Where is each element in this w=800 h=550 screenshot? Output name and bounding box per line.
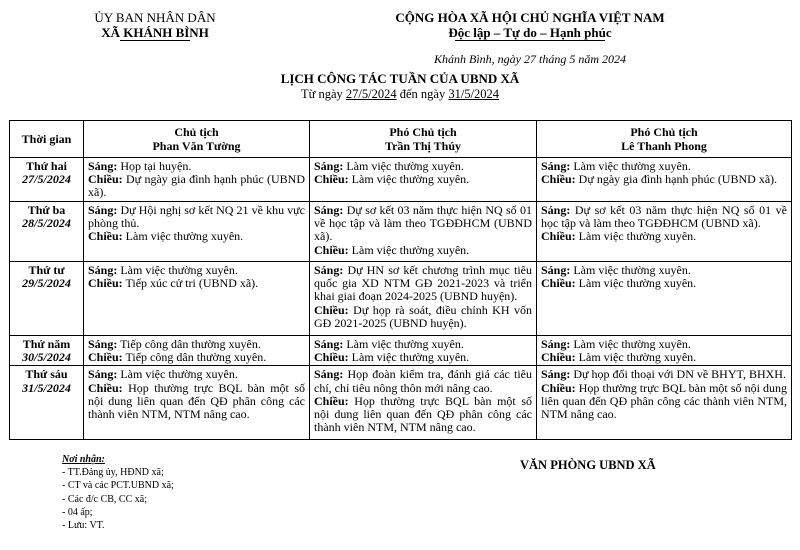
afternoon-entry xyxy=(88,277,305,290)
morning-text: Làm việc thường xuyên. xyxy=(346,159,464,173)
header-vice-chair-2-name: Lê Thanh Phong xyxy=(621,139,707,153)
header-vice-chair-1-name: Trần Thị Thúy xyxy=(384,139,462,153)
afternoon-text: Làm việc thường xuyên. xyxy=(351,172,470,187)
afternoon-text: Dự ngày gia đình hạnh phúc (UBND xã). xyxy=(578,172,778,187)
afternoon-text: Tiếp xúc cử tri (UBND xã). xyxy=(125,276,259,291)
morning-text: Tiếp công dân thường xuyên. xyxy=(120,337,261,351)
schedule-cell xyxy=(84,336,310,366)
morning-label: Sáng: xyxy=(88,367,118,382)
afternoon-label: Chiều: xyxy=(541,380,576,395)
recipients-title: Nơi nhận: xyxy=(62,454,105,465)
schedule-row xyxy=(10,202,792,262)
morning-text: Dự sơ kết 03 năm thực hiện NQ số 01 về học tập và làm theo TGĐĐHCM (UBND xã). xyxy=(541,203,787,231)
afternoon-entry xyxy=(88,351,305,364)
document-title: LỊCH CÔNG TÁC TUẦN CỦA UBND XÃ xyxy=(280,71,520,86)
afternoon-entry xyxy=(314,395,532,435)
header-vice-chair-2-role: Phó Chủ tịch xyxy=(630,125,698,139)
schedule-cell xyxy=(537,202,792,262)
afternoon-label: Chiều: xyxy=(541,350,576,365)
header-time: Thời gian xyxy=(10,121,84,158)
afternoon-label: Chiều: xyxy=(314,393,349,408)
afternoon-entry xyxy=(88,382,305,422)
morning-text: Dự Hội nghị sơ kết NQ 21 về khu vực phòng thủ. xyxy=(88,203,306,231)
document-subtitle xyxy=(0,87,800,101)
afternoon-entry xyxy=(314,304,532,330)
day-cell xyxy=(10,202,84,262)
schedule-cell xyxy=(310,336,537,366)
morning-text: Làm việc thường xuyên. xyxy=(573,337,691,351)
morning-label: Sáng: xyxy=(541,263,571,277)
afternoon-label: Chiều: xyxy=(88,172,123,187)
afternoon-entry xyxy=(314,351,532,364)
issue-date: Khánh Bình, ngày 27 tháng 5 năm 2024 xyxy=(434,52,626,66)
schedule-cell xyxy=(310,262,537,336)
morning-text: Làm việc thường xuyên. xyxy=(346,337,464,351)
recipient-item: - Các đ/c CB, CC xã; xyxy=(62,493,147,505)
day-name: Thứ ba xyxy=(27,203,66,217)
morning-label: Sáng: xyxy=(88,337,118,351)
afternoon-label: Chiều: xyxy=(541,229,576,244)
morning-entry xyxy=(88,204,305,230)
issuer-underline xyxy=(120,40,190,41)
morning-entry xyxy=(541,204,787,230)
day-name: Thứ năm xyxy=(22,337,71,351)
morning-text: Làm việc thường xuyên. xyxy=(120,263,238,277)
morning-text: Làm việc thường xuyên. xyxy=(120,367,238,382)
morning-label: Sáng: xyxy=(314,159,344,173)
schedule-row xyxy=(10,262,792,336)
morning-label: Sáng: xyxy=(314,367,344,382)
afternoon-text: Dự ngày gia đình hạnh phúc (UBND xã). xyxy=(88,172,305,200)
issuer-block xyxy=(60,10,250,41)
morning-label: Sáng: xyxy=(314,263,344,277)
subtitle-to-date: 31/5/2024 xyxy=(448,87,500,101)
afternoon-entry xyxy=(88,230,305,243)
morning-label: Sáng: xyxy=(88,159,118,173)
subtitle-from-date: 27/5/2024 xyxy=(345,87,397,101)
schedule-row xyxy=(10,366,792,440)
issuer-line-2: XÃ KHÁNH BÌNH xyxy=(101,25,209,40)
afternoon-label: Chiều: xyxy=(314,172,349,187)
afternoon-text: Làm việc thường xuyên. xyxy=(351,350,470,365)
schedule-cell xyxy=(84,262,310,336)
afternoon-text: Làm việc thường xuyên. xyxy=(578,276,697,291)
day-cell xyxy=(10,158,84,202)
header-vice-chair-1 xyxy=(310,121,537,158)
schedule-row xyxy=(10,336,792,366)
morning-text: Làm việc thường xuyên. xyxy=(573,159,691,173)
subtitle-middle: đến ngày xyxy=(396,87,449,101)
header-chairman xyxy=(84,121,310,158)
schedule-cell xyxy=(310,202,537,262)
afternoon-label: Chiều: xyxy=(314,350,349,365)
recipient-item: - CT và các PCT.UBND xã; xyxy=(62,480,174,492)
day-date: 28/5/2024 xyxy=(22,216,71,231)
afternoon-text: Làm việc thường xuyên. xyxy=(578,229,697,244)
morning-label: Sáng: xyxy=(88,263,118,277)
afternoon-label: Chiều: xyxy=(541,172,576,187)
afternoon-entry xyxy=(541,230,787,243)
afternoon-entry xyxy=(541,277,787,290)
morning-label: Sáng: xyxy=(314,337,344,351)
day-name: Thứ tư xyxy=(28,263,65,277)
schedule-cell xyxy=(310,158,537,202)
afternoon-entry xyxy=(541,382,787,422)
subtitle-prefix: Từ ngày xyxy=(300,87,346,101)
afternoon-label: Chiều: xyxy=(314,242,349,257)
afternoon-text: Làm việc thường xuyên. xyxy=(578,350,697,365)
schedule-cell xyxy=(537,336,792,366)
schedule-row xyxy=(10,158,792,202)
afternoon-text: Họp thường trực BQL bàn một số nội dung liên quan đến QĐ phân công các thành viên NTM, NTM nâng cao. xyxy=(314,393,533,435)
header-chairman-role: Chủ tịch xyxy=(174,125,219,139)
schedule-cell xyxy=(84,202,310,262)
morning-entry xyxy=(314,368,532,394)
day-cell xyxy=(10,262,84,336)
afternoon-label: Chiều: xyxy=(541,276,576,291)
day-cell xyxy=(10,366,84,440)
schedule-table xyxy=(9,120,792,440)
morning-label: Sáng: xyxy=(541,159,571,173)
national-motto: Độc lập – Tự do – Hạnh phúc xyxy=(448,25,612,40)
afternoon-entry xyxy=(314,244,532,257)
office-signature: VĂN PHÒNG UBND XÃ xyxy=(520,458,656,472)
morning-entry xyxy=(314,204,532,244)
header-chairman-name: Phan Văn Tường xyxy=(152,139,241,153)
afternoon-label: Chiều: xyxy=(88,229,123,244)
day-date: 30/5/2024 xyxy=(22,350,71,365)
day-date: 29/5/2024 xyxy=(22,276,71,291)
afternoon-entry xyxy=(314,173,532,186)
schedule-cell xyxy=(310,366,537,440)
afternoon-text: Làm việc thường xuyên. xyxy=(351,242,470,257)
afternoon-text: Họp thường trực BQL bàn một số nội dung liên quan đến QĐ phân công các thành viên NTM, NTM nâng cao. xyxy=(88,380,306,422)
afternoon-label: Chiều: xyxy=(88,380,123,395)
recipient-item: - TT.Đảng ủy, HĐND xã; xyxy=(62,467,164,479)
recipients-block xyxy=(62,453,174,532)
morning-label: Sáng: xyxy=(541,367,571,382)
afternoon-text: Dự họp rà soát, điều chỉnh KH vốn GĐ 2021-2025 (UBND huyện). xyxy=(314,302,532,330)
day-date: 31/5/2024 xyxy=(22,380,71,395)
table-header-row xyxy=(10,121,792,158)
morning-label: Sáng: xyxy=(541,337,571,351)
morning-text: Làm việc thường xuyên. xyxy=(573,263,691,277)
day-date: 27/5/2024 xyxy=(22,172,71,187)
morning-text: Họp đoàn kiểm tra, đánh giá các tiêu chí, chỉ tiêu nông thôn mới nâng cao. xyxy=(314,367,533,395)
afternoon-text: Làm việc thường xuyên. xyxy=(125,229,244,244)
day-cell xyxy=(10,336,84,366)
afternoon-text: Họp thường trực BQL bàn một số nội dung liên quan đến QĐ phân công các thành viên NTM, NTM nâng cao. xyxy=(541,380,788,422)
morning-text: Dự họp đối thoại với DN về BHYT, BHXH. xyxy=(573,367,786,382)
morning-label: Sáng: xyxy=(88,203,118,217)
schedule-cell xyxy=(537,158,792,202)
afternoon-entry xyxy=(541,351,787,364)
issuer-line-1: ỦY BAN NHÂN DÂN xyxy=(94,10,216,25)
schedule-cell xyxy=(84,158,310,202)
morning-label: Sáng: xyxy=(314,203,344,217)
schedule-cell xyxy=(537,366,792,440)
national-title: CỘNG HÒA XÃ HỘI CHỦ NGHĨA VIỆT NAM xyxy=(395,10,665,25)
afternoon-label: Chiều: xyxy=(88,350,123,365)
afternoon-label: Chiều: xyxy=(314,302,349,317)
morning-label: Sáng: xyxy=(541,203,571,217)
motto-underline xyxy=(455,40,605,41)
morning-entry xyxy=(314,264,532,304)
morning-text: Họp tại huyện. xyxy=(120,159,192,173)
day-name: Thứ sáu xyxy=(25,367,68,382)
afternoon-entry xyxy=(88,173,305,199)
header-vice-chair-1-role: Phó Chủ tịch xyxy=(389,125,457,139)
recipient-item: - Lưu: VT. xyxy=(62,520,105,532)
recipient-item: - 04 ấp; xyxy=(62,506,93,518)
header-vice-chair-2 xyxy=(537,121,792,158)
afternoon-text: Tiếp công dân thường xuyên. xyxy=(125,350,267,365)
national-motto-block xyxy=(340,10,720,41)
schedule-cell xyxy=(84,366,310,440)
schedule-cell xyxy=(537,262,792,336)
afternoon-label: Chiều: xyxy=(88,276,123,291)
morning-text: Dự HN sơ kết chương trình mục tiêu quốc gia XD NTM GĐ 2021-2023 và triển khai giai đoạn 2024-2025 (UBND huyện). xyxy=(314,263,533,304)
day-name: Thứ hai xyxy=(26,159,67,173)
morning-text: Dự sơ kết 03 năm thực hiện NQ số 01 về học tập và làm theo TGĐĐHCM (UBND xã). xyxy=(314,203,533,244)
afternoon-entry xyxy=(541,173,787,186)
